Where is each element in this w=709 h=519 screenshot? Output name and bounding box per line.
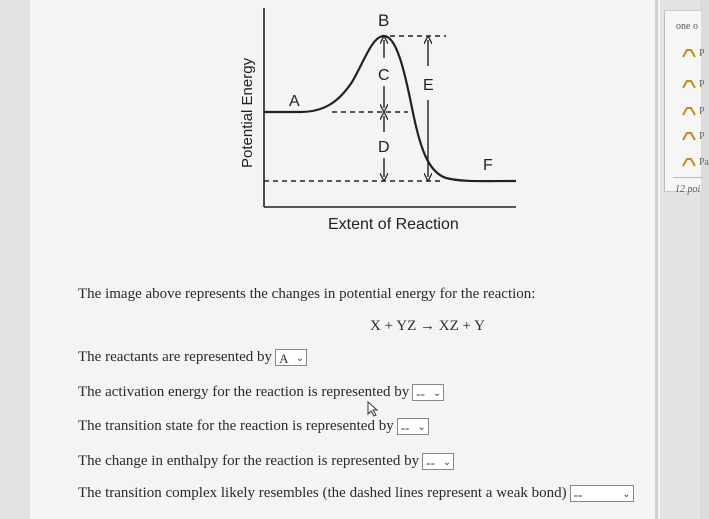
chevron-down-icon: ⌄ <box>432 388 442 400</box>
question-item-activation <box>78 384 444 401</box>
question-item-text: The activation energy for the reaction is represented by <box>78 384 410 400</box>
pencil-icon <box>682 107 696 116</box>
label-f: F <box>483 157 493 174</box>
pencil-icon <box>682 80 696 89</box>
chevron-down-icon: ⌄ <box>442 457 452 469</box>
question-item-transition-complex <box>78 485 634 502</box>
question-item-transition-state <box>78 418 429 435</box>
label-a: A <box>289 93 300 110</box>
label-b: B <box>378 11 390 30</box>
chevron-down-icon: ⌄ <box>417 422 426 434</box>
transition-state-select[interactable]: -- ⌄ <box>397 418 429 435</box>
pencil-icon <box>682 49 696 58</box>
pencil-icon <box>682 132 696 141</box>
chevron-down-icon: ⌄ <box>295 353 305 365</box>
chevron-down-icon: ⌄ <box>622 489 631 501</box>
question-item-text: The change in enthalpy for the reaction is represented by <box>78 453 420 469</box>
mouse-cursor-icon <box>366 401 380 417</box>
enthalpy-select[interactable]: -- ⌄ <box>422 453 454 470</box>
question-intro: The image above represents the changes in potential energy for the reaction: <box>78 286 536 302</box>
label-d: D <box>378 139 390 156</box>
reaction-equation: X + YZ → XZ + Y <box>370 318 485 334</box>
sidebar-header: one o <box>676 21 698 32</box>
sidebar-item[interactable]: P <box>682 48 705 59</box>
x-axis-label: Extent of Reaction <box>328 216 459 233</box>
sidebar-item[interactable]: P <box>682 79 705 90</box>
question-item-text: The reactants are represented by <box>78 349 273 365</box>
activation-energy-select[interactable]: -- ⌄ <box>412 384 444 401</box>
question-item-text: The transition complex likely resembles (the dashed lines represent a weak bond) <box>78 485 567 501</box>
question-item-text: The transition state for the reaction is represented by <box>78 418 394 434</box>
label-c: C <box>378 67 390 84</box>
sidebar-points: 12 poi <box>675 184 701 195</box>
y-axis-label: Potential Energy <box>239 57 256 168</box>
question-item-reactants <box>78 349 307 366</box>
question-sidebar <box>664 10 709 195</box>
label-e: E <box>423 77 434 94</box>
sidebar-item[interactable]: P <box>682 106 705 117</box>
sidebar-divider <box>673 177 703 178</box>
transition-complex-select[interactable]: -- ⌄ <box>570 485 634 502</box>
sidebar-item[interactable]: Pa <box>682 157 709 168</box>
energy-curve <box>264 36 516 181</box>
sidebar-item[interactable]: P <box>682 131 705 142</box>
question-item-enthalpy <box>78 453 454 470</box>
reactants-select[interactable]: A ⌄ <box>275 349 307 366</box>
pencil-icon <box>682 158 696 167</box>
